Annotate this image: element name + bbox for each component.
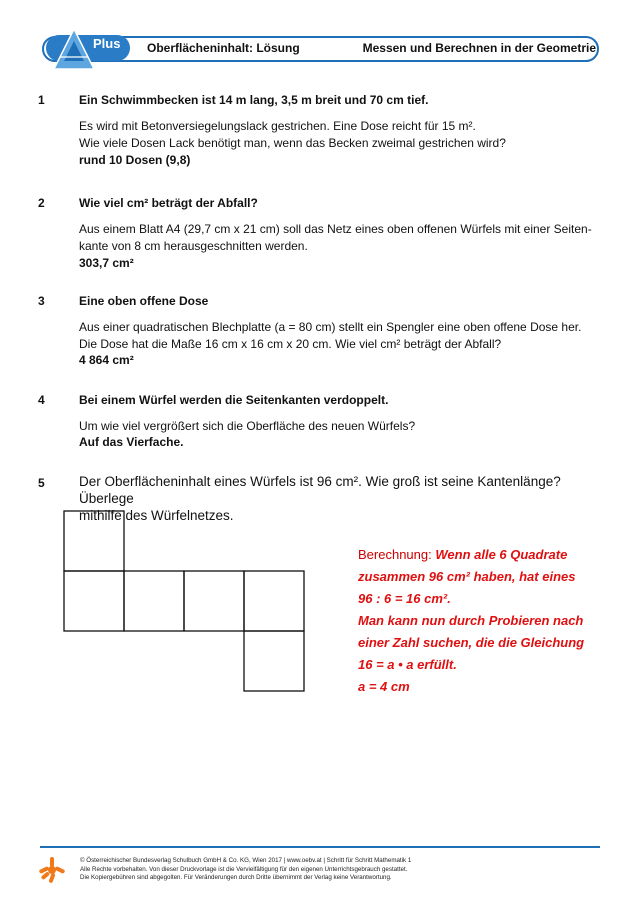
net-square-row-2: [124, 571, 184, 631]
task-5-line-2: mithilfe des Würfelnetzes.: [79, 508, 234, 523]
net-square-row-3: [184, 571, 244, 631]
task-1-text: [79, 118, 599, 152]
task-5-line-1: Der Oberflächeninhalt eines Würfels ist 96 cm². Wie groß ist seine Kantenlänge? Überlege: [79, 474, 561, 506]
task-4-answer: Auf das Vierfache.: [79, 435, 184, 449]
net-square-top: [64, 511, 124, 571]
calculation-block: [358, 544, 608, 698]
cube-net-diagram: [63, 510, 308, 695]
calculation-line-2: 96 : 6 = 16 cm².: [358, 591, 451, 606]
task-2-line-1: Aus einem Blatt A4 (29,7 cm x 21 cm) soll das Netz eines oben offenen Würfels mit einer Seiten-: [79, 222, 592, 236]
task-5-number: 5: [38, 476, 45, 490]
calculation-label: Berechnung:: [358, 547, 432, 562]
task-3-text: [79, 319, 599, 353]
net-square-bottom: [244, 631, 304, 691]
calculation-line-0: Wenn alle 6 Quadrate: [435, 547, 568, 562]
task-3-answer: 4 864 cm²: [79, 353, 134, 367]
task-1-number: 1: [38, 93, 45, 107]
task-3-number: 3: [38, 294, 45, 308]
logo-text: Plus: [93, 36, 121, 51]
task-2-number: 2: [38, 196, 45, 210]
publisher-logo-icon: [38, 856, 66, 889]
footer-line-1: © Österreichischer Bundesverlag Schulbuch GmbH & Co. KG, Wien 2017 | www.oebv.at | Schritt für Schritt Mathematik 1: [80, 857, 412, 864]
footer-line-3: Die Kopiergebühren sind abgegolten. Für Veränderungen durch Dritte übernimmt der Verlag keine Verantwortung.: [80, 874, 392, 881]
task-3-title: Eine oben offene Dose: [79, 294, 209, 308]
task-2-text: [79, 221, 599, 255]
footer-text: [80, 857, 600, 883]
task-1-line-1: Es wird mit Betonversiegelungslack gestrichen. Eine Dose reicht für 15 m².: [79, 119, 476, 133]
calculation-line-6: a = 4 cm: [358, 679, 410, 694]
task-4-text: [79, 418, 599, 435]
net-square-row-4: [244, 571, 304, 631]
page-title: Oberflächeninhalt: Lösung: [147, 41, 300, 55]
task-2-title: Wie viel cm² beträgt der Abfall?: [79, 196, 258, 210]
footer-divider: [40, 846, 600, 848]
net-square-row-1: [64, 571, 124, 631]
calculation-line-1: zusammen 96 cm² haben, hat eines: [358, 569, 576, 584]
subject-title: Messen und Berechnen in der Geometrie: [362, 41, 596, 55]
task-2-answer: 303,7 cm²: [79, 256, 134, 270]
task-3-line-2: Die Dose hat die Maße 16 cm x 16 cm x 20 cm. Wie viel cm² beträgt der Abfall?: [79, 337, 502, 351]
task-4-title: Bei einem Würfel werden die Seitenkanten verdoppelt.: [79, 393, 389, 407]
task-1-line-2: Wie viele Dosen Lack benötigt man, wenn das Becken zweimal gestrichen wird?: [79, 136, 506, 150]
task-1-title: Ein Schwimmbecken ist 14 m lang, 3,5 m breit und 70 cm tief.: [79, 93, 429, 107]
task-4-line-1: Um wie viel vergrößert sich die Oberfläche des neuen Würfels?: [79, 419, 416, 433]
calculation-line-3: Man kann nun durch Probieren nach: [358, 613, 584, 628]
task-1-answer: rund 10 Dosen (9,8): [79, 153, 191, 167]
calculation-line-5: 16 = a • a erfüllt.: [358, 657, 457, 672]
calculation-line-4: einer Zahl suchen, die die Gleichung: [358, 635, 585, 650]
task-2-line-2: kante von 8 cm herausgeschnitten werden.: [79, 239, 308, 253]
footer-line-2: Alle Rechte vorbehalten. Von dieser Druckvorlage ist die Vervielfältigung für den eigenen Unterrichtsgebrauch gestattet.: [80, 865, 408, 873]
task-4-number: 4: [38, 393, 45, 407]
task-3-line-1: Aus einer quadratischen Blechplatte (a = 80 cm) stellt ein Spengler eine oben offene Dose her.: [79, 320, 582, 334]
